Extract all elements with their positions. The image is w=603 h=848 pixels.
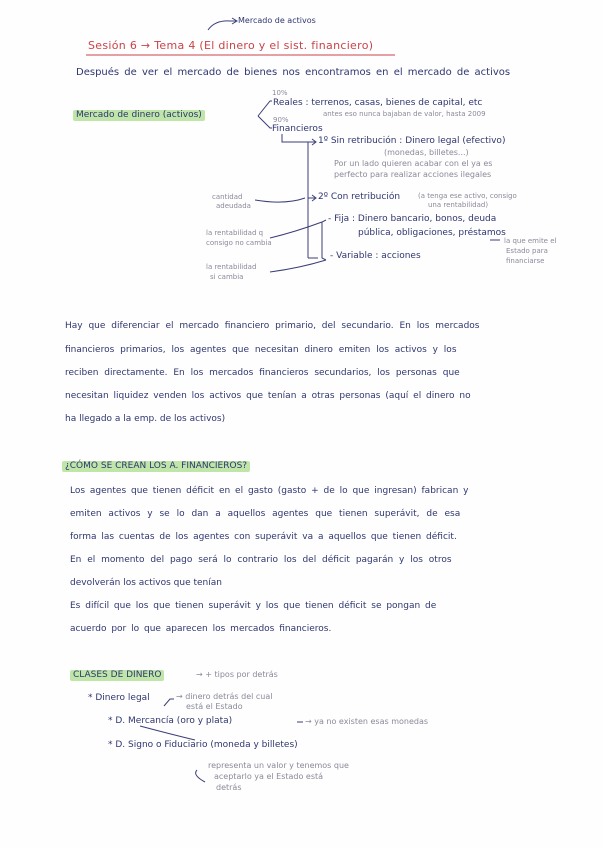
fija-note-2: Estado para	[506, 247, 548, 255]
item1: 1º Sin retribución : Dinero legal (efectivo)	[318, 136, 506, 146]
left-note-3a: la rentabilidad	[206, 263, 257, 271]
como-line-6: Es difícil que los que tienen superávit y los que tienen déficit se pongan de	[70, 601, 437, 611]
item2-note-2: una rentabilidad)	[428, 201, 489, 209]
reales-note: antes eso nunca bajaban de valor, hasta 2009	[323, 110, 486, 118]
como-line-1: Los agentes que tienen déficit en el gasto (gasto + de lo que ingresan) fabrican y	[70, 486, 469, 496]
para1-line-4: necesitan liquidez venden los activos que tenían a otras personas (aquí el dinero no	[65, 391, 471, 401]
clases-item3-note-3: detrás	[216, 783, 242, 792]
fija-note-3: financiarse	[506, 257, 545, 265]
clases-item-1: * Dinero legal	[88, 693, 150, 703]
para1-line-5: ha llegado a la emp. de los activos)	[65, 414, 226, 424]
item2: 2º Con retribución	[318, 192, 401, 202]
variable-line: - Variable : acciones	[330, 251, 421, 261]
fija-line-2: pública, obligaciones, préstamos	[358, 228, 506, 238]
reales-pct: 10%	[272, 89, 288, 97]
fija-line-1: - Fija : Dinero bancario, bonos, deuda	[328, 214, 497, 224]
para1-line-3: reciben directamente. En los mercados financieros secundarios, los personas que	[65, 368, 460, 378]
clases-item-2: * D. Mercancía (oro y plata)	[108, 716, 233, 726]
como-line-2: emiten activos y se lo dan a aquellos agentes que tienen superávit, de esa	[70, 509, 461, 519]
clases-heading-note: → + tipos por detrás	[196, 670, 278, 679]
como-line-3: forma las cuentas de los agentes con superávit va a aquellos que tienen déficit.	[70, 532, 457, 542]
item1-note-1: Por un lado quieren acabar con el ya es	[334, 159, 493, 168]
left-note-1a: cantidad	[212, 193, 243, 201]
item1-note-2: perfecto para realizar acciones ilegales	[334, 170, 492, 179]
left-note-1b: adeudada	[216, 202, 251, 210]
para1-line-2: financieros primarios, los agentes que necesitan dinero emiten los activos y los	[65, 345, 457, 355]
item1-sub: (monedas, billetes...)	[384, 148, 469, 157]
intro-text: Después de ver el mercado de bienes nos encontramos en el mercado de activos	[76, 67, 511, 78]
clases-heading: CLASES DE DINERO	[70, 670, 164, 681]
como-line-5: devolverán los activos que tenían	[70, 578, 222, 588]
top-note: Mercado de activos	[238, 16, 316, 25]
left-note-2b: consigo no cambia	[206, 239, 272, 247]
left-note-3b: si cambia	[210, 273, 244, 281]
clases-item1-note-2: está el Estado	[186, 702, 243, 711]
como-line-4: En el momento del pago será lo contrario los del déficit pagarán y los otros	[70, 555, 452, 565]
clases-item3-note-1: representa un valor y tenemos que	[208, 761, 349, 770]
item2-note-1: (a tenga ese activo, consigo	[418, 192, 517, 200]
reales-text: Reales : terrenos, casas, bienes de capital, etc	[273, 98, 483, 108]
mercado-heading: Mercado de dinero (activos)	[73, 110, 205, 121]
clases-item2-note: → ya no existen esas monedas	[305, 717, 429, 726]
financieros-label: Financieros	[272, 124, 323, 134]
fija-note-1: la que emite el	[504, 237, 557, 245]
como-heading: ¿CÓMO SE CREAN LOS A. FINANCIEROS?	[62, 461, 250, 472]
para1-line-1: Hay que diferenciar el mercado financiero primario, del secundario. En los mercados	[65, 321, 480, 331]
left-note-2a: la rentabilidad q	[206, 229, 264, 237]
financieros-pct: 90%	[273, 116, 289, 124]
page-title: Sesión 6 → Tema 4 (El dinero y el sist. financiero)	[88, 39, 374, 52]
clases-item1-note-1: → dinero detrás del cual	[176, 692, 273, 701]
clases-item-3: * D. Signo o Fiduciario (moneda y billetes)	[108, 740, 298, 750]
como-line-7: acuerdo por lo que aparecen los mercados financieros.	[70, 624, 332, 634]
clases-item3-note-2: aceptarlo ya el Estado está	[214, 772, 324, 781]
